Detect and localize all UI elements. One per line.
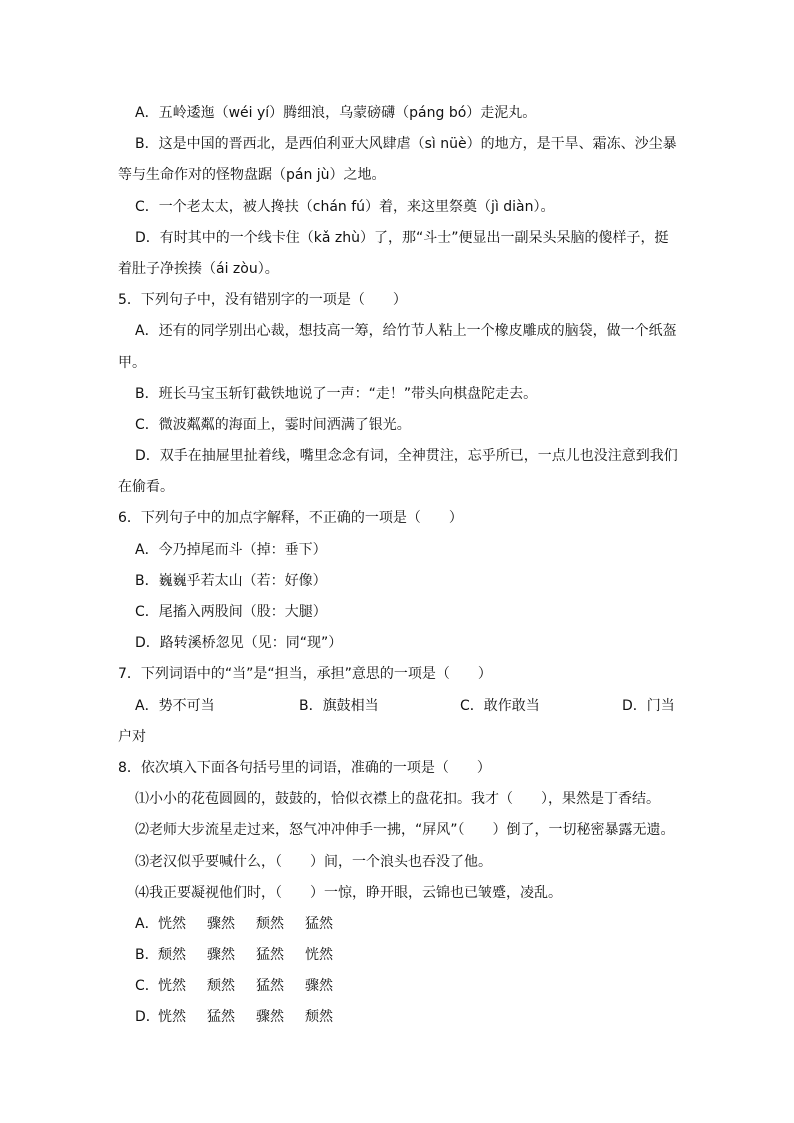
- q4-option-c: C．一个老太太，被人搀扶（chán fú）着，来这里祭奠（jì diàn）。: [135, 199, 555, 215]
- q8-option-word: 骤然: [207, 947, 235, 963]
- q7-option-d: D．门当: [622, 698, 675, 714]
- q5-option-a: A．还有的同学别出心裁，想技高一筹，给竹节人粘上一个橡皮雕成的脑袋，做一个纸盔: [135, 323, 677, 339]
- q4-option-d: D．有时其中的一个线卡住（kǎ zhù）了，那“斗士”便显出一副呆头呆脑的傻样子，挺: [135, 230, 669, 246]
- q8-sentence-4: ⑷我正要凝视他们时，（ ）一惊，睁开眼，云锦也已皱蹙，凌乱。: [135, 885, 562, 901]
- q8-option-label: C．: [135, 978, 159, 994]
- q8-option-word: 骤然: [305, 978, 333, 994]
- q8-sentence-3: ⑶老汉似乎要喊什么，（ ）间，一个浪头也吞没了他。: [135, 854, 492, 870]
- q8-sentence-2: ⑵老师大步流星走过来，怒气冲冲伸手一拂，“屏风”（ ）倒了，一切秘密暴露无遗。: [135, 822, 675, 838]
- q5-stem: 5．下列句子中，没有错别字的一项是（ ）: [118, 292, 407, 308]
- q8-option-word: 恍然: [158, 1009, 186, 1025]
- q8-option-word: 骤然: [207, 916, 235, 932]
- q6-option-a: A．今乃掉尾而斗（掉：垂下）: [135, 542, 327, 558]
- q8-sentence-1: ⑴小小的花苞圆圆的，鼓鼓的，恰似衣襟上的盘花扣。我才（ ），果然是丁香结。: [135, 791, 660, 807]
- q8-option-word: 颓然: [256, 916, 284, 932]
- q8-option-word: 颓然: [305, 1009, 333, 1025]
- q7-options-row: [0, 696, 794, 716]
- q4-option-a: A．五岭逶迤（wéi yí）腾细浪，乌蒙磅礴（páng bó）走泥丸。: [135, 105, 537, 121]
- q7-stem: 7．下列词语中的“当”是“担当，承担”意思的一项是（ ）: [118, 666, 492, 682]
- q5-option-d-continued: 在偷看。: [118, 479, 174, 495]
- q8-option-c: [0, 976, 794, 996]
- q5-option-c: C．微波粼粼的海面上，霎时间洒满了银光。: [135, 417, 411, 433]
- q8-option-word: 恍然: [158, 978, 186, 994]
- q8-option-word: 猛然: [305, 916, 333, 932]
- q8-option-b: [0, 945, 794, 965]
- q4-option-d-continued: 着肚子净挨揍（ái zòu）。: [118, 261, 279, 277]
- q4-option-b: B．这是中国的晋西北，是西伯利亚大风肆虐（sì nüè）的地方，是干旱、霜冻、沙尘暴: [135, 136, 677, 152]
- q8-option-a: [0, 914, 794, 934]
- q8-stem: 8．依次填入下面各句括号里的词语，准确的一项是（ ）: [118, 760, 491, 776]
- q7-option-d-continued: 户对: [118, 729, 146, 745]
- q8-option-word: 恍然: [158, 916, 186, 932]
- q8-option-word: 猛然: [207, 1009, 235, 1025]
- q6-option-c: C．尾搐入两股间（股：大腿）: [135, 604, 327, 620]
- q7-option-a: A．势不可当: [135, 698, 215, 714]
- q8-option-label: A．: [135, 916, 159, 932]
- q5-option-a-continued: 甲。: [118, 355, 146, 371]
- q6-option-b: B．巍巍乎若太山（若：好像）: [135, 573, 327, 589]
- q8-option-word: 骤然: [256, 1009, 284, 1025]
- q6-stem: 6．下列句子中的加点字解释，不正确的一项是（ ）: [118, 510, 463, 526]
- q7-option-b: B．旗鼓相当: [299, 698, 379, 714]
- q8-option-word: 猛然: [256, 978, 284, 994]
- q6-option-d: D．路转溪桥忽见（见：同“现”）: [135, 635, 343, 651]
- q8-option-word: 颓然: [207, 978, 235, 994]
- q8-option-word: 恍然: [305, 947, 333, 963]
- q5-option-d: D．双手在抽屉里扯着线，嘴里念念有词，全神贯注，忘乎所已，一点儿也没注意到我们: [135, 448, 678, 464]
- q5-option-b: B．班长马宝玉斩钉截铁地说了一声：“走！”带头向棋盘陀走去。: [135, 386, 538, 402]
- q8-option-d: [0, 1007, 794, 1027]
- q7-option-c: C．敢作敢当: [460, 698, 540, 714]
- q4-option-b-continued: 等与生命作对的怪物盘踞（pán jù）之地。: [118, 167, 386, 183]
- q8-option-word: 猛然: [256, 947, 284, 963]
- q8-option-label: B．: [135, 947, 159, 963]
- q8-option-word: 颓然: [158, 947, 186, 963]
- q8-option-label: D．: [135, 1009, 160, 1025]
